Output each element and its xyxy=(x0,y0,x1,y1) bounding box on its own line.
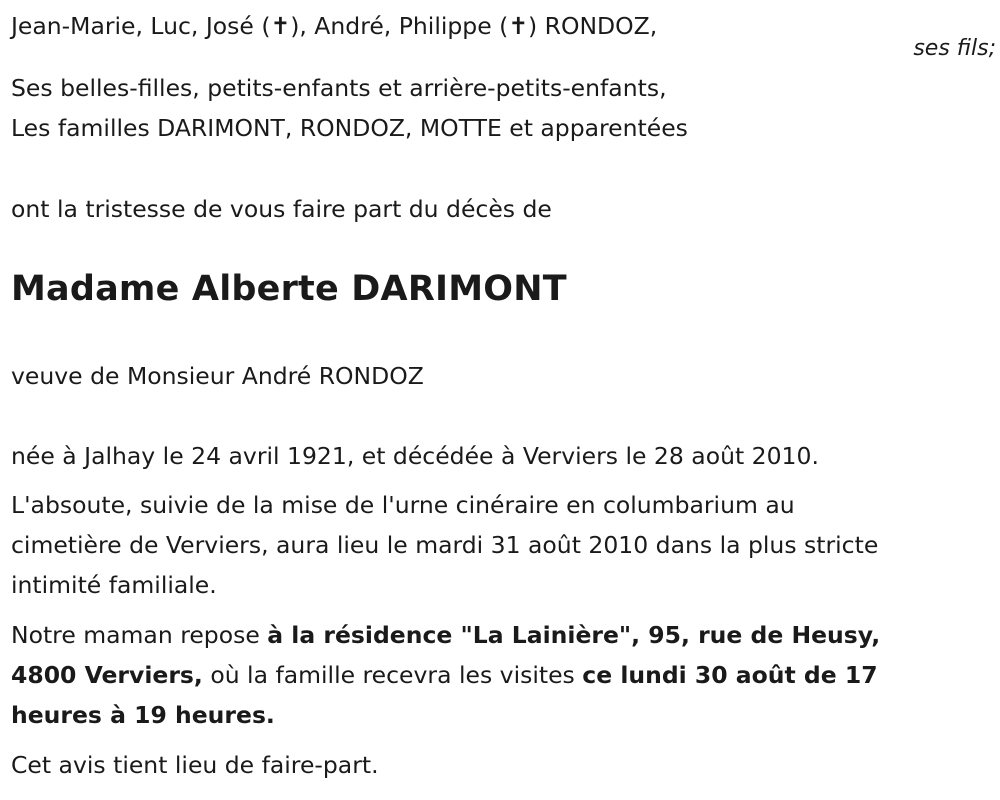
sons-role-label: ses fils; xyxy=(913,36,996,61)
visitation-line-1 xyxy=(11,615,996,655)
family-block xyxy=(11,68,688,148)
visitation-line-2 xyxy=(11,655,996,695)
visitation-hours: heures à 19 heures. xyxy=(11,701,275,729)
absoute-line-1: L'absoute, suivie de la mise de l'urne cinéraire en columbarium au xyxy=(11,491,795,519)
absoute-line-3: intimité familiale. xyxy=(11,571,217,599)
residence-city: 4800 Verviers, xyxy=(11,661,203,689)
visitation-paragraph xyxy=(11,615,996,735)
closing-note: Cet avis tient lieu de faire-part. xyxy=(11,751,379,779)
visitation-date: ce lundi 30 août de 17 xyxy=(582,661,878,689)
sons-names: Jean-Marie, Luc, José (✝), André, Philippe (✝) RONDOZ, xyxy=(11,12,658,40)
residence-address: à la résidence "La Lainière", 95, rue de Heusy, xyxy=(267,621,881,649)
deceased-name: Madame Alberte DARIMONT xyxy=(11,269,567,309)
family-line-2: Les familles DARIMONT, RONDOZ, MOTTE et apparentées xyxy=(11,114,688,142)
announcement-intro: ont la tristesse de vous faire part du décès de xyxy=(11,195,552,223)
absoute-line-2: cimetière de Verviers, aura lieu le mardi 31 août 2010 dans la plus stricte xyxy=(11,531,879,559)
visitation-text-1: Notre maman repose xyxy=(11,621,268,649)
birth-death-line: née à Jalhay le 24 avril 1921, et décédée à Verviers le 28 août 2010. xyxy=(11,442,819,470)
widow-of-line: veuve de Monsieur André RONDOZ xyxy=(11,362,424,390)
visitation-text-2: où la famille recevra les visites xyxy=(202,661,583,689)
absoute-paragraph xyxy=(11,485,996,605)
family-line-1: Ses belles-filles, petits-enfants et arrière-petits-enfants, xyxy=(11,74,667,102)
